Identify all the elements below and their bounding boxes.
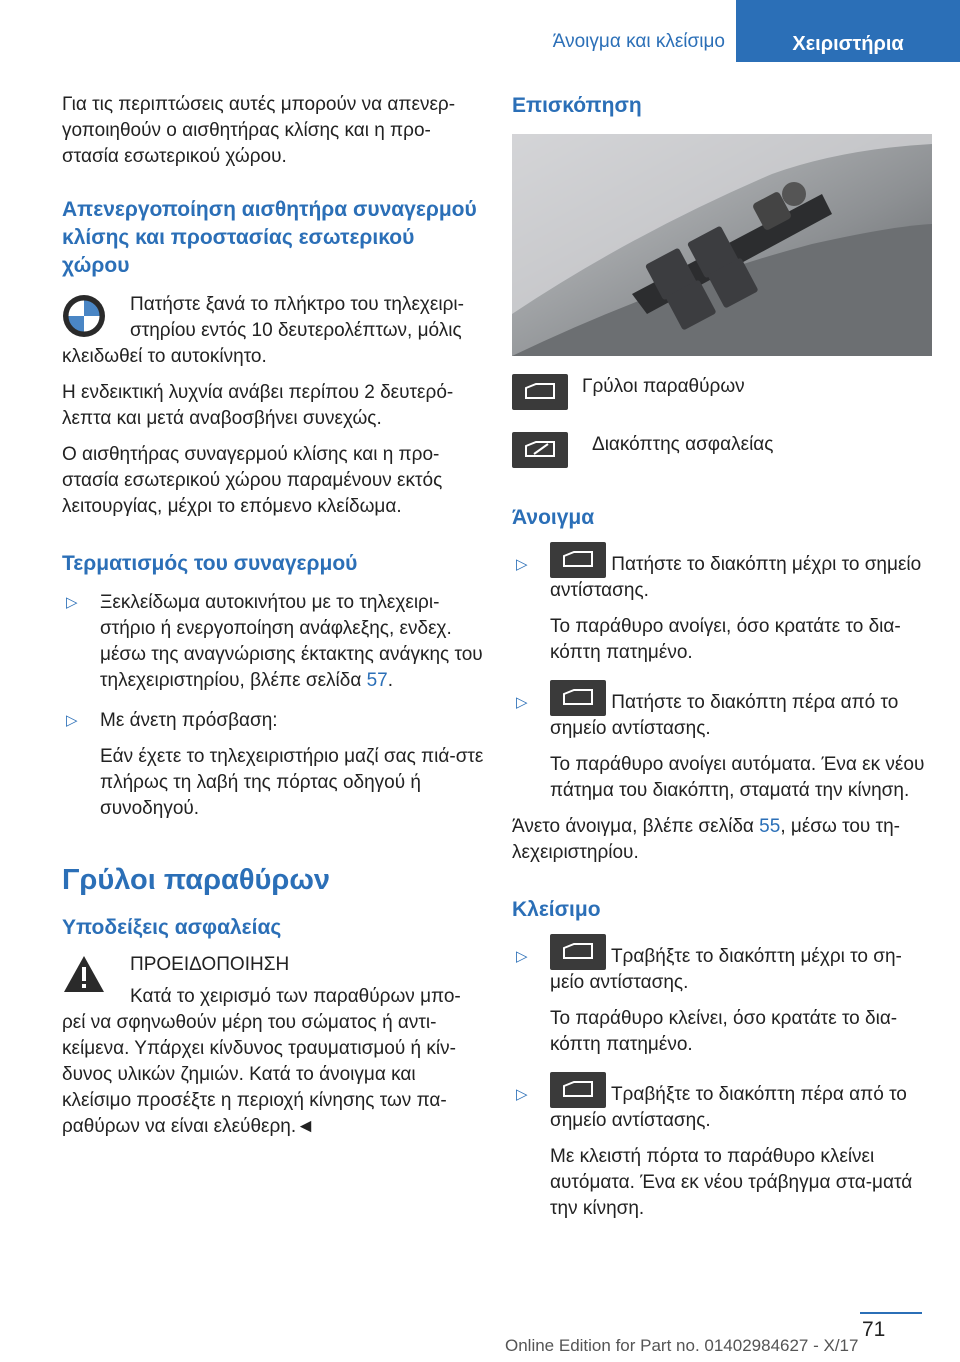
bullet-triangle-icon: ▷: [516, 948, 528, 965]
page-link-55[interactable]: 55: [759, 816, 781, 837]
end-b1-text: Ξεκλείδωμα αυτοκινήτου με το τηλεχειρι-στήριο ή ενεργοποίηση ανάφλεξης, ενδεχ. μέσω της αναγνώρισης έκτακτης ανάγκης του τηλεχειριστηρίου, βλέπε σελίδα: [100, 592, 483, 691]
heading-closing: Κλείσιμο: [512, 898, 601, 921]
end-b1-tail: .: [387, 670, 394, 691]
close-b2-sub: Με κλειστή πόρτα το παράθυρο κλείνει αυτόματα. Ένα εκ νέου τράβηγμα στα-ματά την κίνηση.: [550, 1146, 913, 1219]
open-b2-sub: Το παράθυρο ανοίγει αυτόματα. Ένα εκ νέου πάτημα του διακόπτη, σταματά την κίνηση.: [550, 754, 925, 801]
window-switch-icon: [550, 542, 606, 578]
close-b1-sub: Το παράθυρο κλείνει, όσο κρατάτε το δια-κόπτη πατημένο.: [550, 1008, 898, 1055]
list-item: [512, 934, 932, 1058]
page-number: 71: [862, 1318, 886, 1341]
footer-rule: [860, 1312, 922, 1314]
left-column: [62, 92, 484, 1150]
heading-opening: Άνοιγμα: [512, 506, 595, 529]
window-switch-icon: [512, 374, 568, 410]
warning-title: ΠΡΟΕΙΔΟΠΟΙΗΣΗ: [130, 954, 290, 975]
right-column: [512, 92, 932, 1232]
bullet-triangle-icon: ▷: [516, 694, 528, 711]
legend-window-lifts: [512, 374, 932, 410]
deactivate-p3: Ο αισθητήρας συναγερμού κλίσης και η προ-στασία εσωτερικού χώρου παραμένουν εκτός λειτουργίας, μέχρι το επόμενο κλείδωμα.: [62, 444, 443, 517]
bullet-triangle-icon: ▷: [66, 712, 78, 729]
comfort-text: Άνετο άνοιγμα, βλέπε σελίδα: [512, 816, 760, 837]
bullet-triangle-icon: ▷: [66, 594, 78, 611]
deactivate-block: [62, 292, 484, 370]
header-chapter-tab: Χειριστήρια: [736, 0, 960, 62]
heading-deactivate: Απενεργοποίηση αισθητήρα συναγερμού κλίσης και προστασίας εσωτερικού χώρου: [62, 198, 477, 277]
list-item: [512, 680, 932, 804]
legend-safety-switch-label: Διακόπτης ασφαλείας: [592, 434, 774, 455]
end-b2-text: Με άνετη πρόσβαση:: [100, 710, 278, 731]
bmw-key-icon: [62, 294, 116, 344]
comfort-tail: , μέσω του τη-λεχειριστηρίου.: [512, 816, 900, 863]
close-b1-text: Τραβήξτε το διακόπτη μέχρι το ση-μείο αντίστασης.: [550, 946, 902, 993]
comfort-open-paragraph: [512, 814, 932, 866]
edition-note: Online Edition for Part no. 01402984627 - X/17: [505, 1336, 859, 1355]
open-b2-text: Πατήστε το διακόπτη πέρα από το σημείο αντίστασης.: [550, 692, 899, 739]
end-b2-sub: Εάν έχετε το τηλεχειριστήριο μαζί σας πιά-στε πλήρως τη λαβή της πόρτας οδηγού ή συνοδηγού.: [100, 746, 484, 819]
deactivate-p2: Η ενδεικτική λυχνία ανάβει περίπου 2 δευτερό-λεπτα και μετά αναβοσβήνει συνεχώς.: [62, 382, 454, 429]
legend-window-lifts-label: Γρύλοι παραθύρων: [582, 376, 745, 397]
warning-block: [62, 952, 484, 1140]
legend-safety-switch: [512, 432, 932, 468]
intro-paragraph: Για τις περιπτώσεις αυτές μπορούν να απενερ-γοποιηθούν ο αισθητήρας κλίσης και η προ-στασία εσωτερικού χώρου.: [62, 94, 456, 167]
heading-overview: Επισκόπηση: [512, 94, 642, 117]
door-switch-photo: [512, 134, 932, 356]
warning-text: Κατά το χειρισμό των παραθύρων μπο-ρεί να σφηνωθούν μέρη του σώματος ή αντι-κείμενα. Υπάρχει κίνδυνος τραυματισμού ή κίν-δυνος υλικών ζημιών. Κατά το άνοιγμα και κλείσιμο προσέξτε η περιοχή κίνησης των πα-ραθύρων να είναι ελεύθερη.◄: [62, 986, 461, 1137]
open-b1-text: Πατήστε το διακόπτη μέχρι το σημείο αντίστασης.: [550, 554, 922, 601]
warning-triangle-icon: [62, 954, 116, 1006]
list-item: [62, 590, 484, 694]
window-switch-icon: [550, 1072, 606, 1108]
heading-end-alarm: Τερματισμός του συναγερμού: [62, 552, 358, 575]
safety-switch-icon: [512, 432, 568, 468]
bullet-triangle-icon: ▷: [516, 556, 528, 573]
open-b1-sub: Το παράθυρο ανοίγει, όσο κρατάτε το δια-κόπτη πατημένο.: [550, 616, 901, 663]
bullet-triangle-icon: ▷: [516, 1086, 528, 1103]
list-item: [62, 708, 484, 822]
deactivate-p1: Πατήστε ξανά το πλήκτρο του τηλεχειρι-στηρίου εντός 10 δευτερολέπτων, μόλις κλειδωθεί το αυτοκίνητο.: [62, 294, 464, 367]
page-link-57[interactable]: 57: [366, 670, 388, 691]
page-header: [0, 0, 960, 60]
list-item: [512, 1072, 932, 1222]
list-item: [512, 542, 932, 666]
heading-safety-notes: Υποδείξεις ασφαλείας: [62, 916, 282, 939]
header-section-title: Άνοιγμα και κλείσιμο: [552, 31, 725, 52]
heading-window-lifts: Γρύλοι παραθύρων: [62, 864, 330, 896]
window-switch-icon: [550, 680, 606, 716]
close-b2-text: Τραβήξτε το διακόπτη πέρα από το σημείο αντίστασης.: [550, 1084, 907, 1131]
window-switch-icon: [550, 934, 606, 970]
